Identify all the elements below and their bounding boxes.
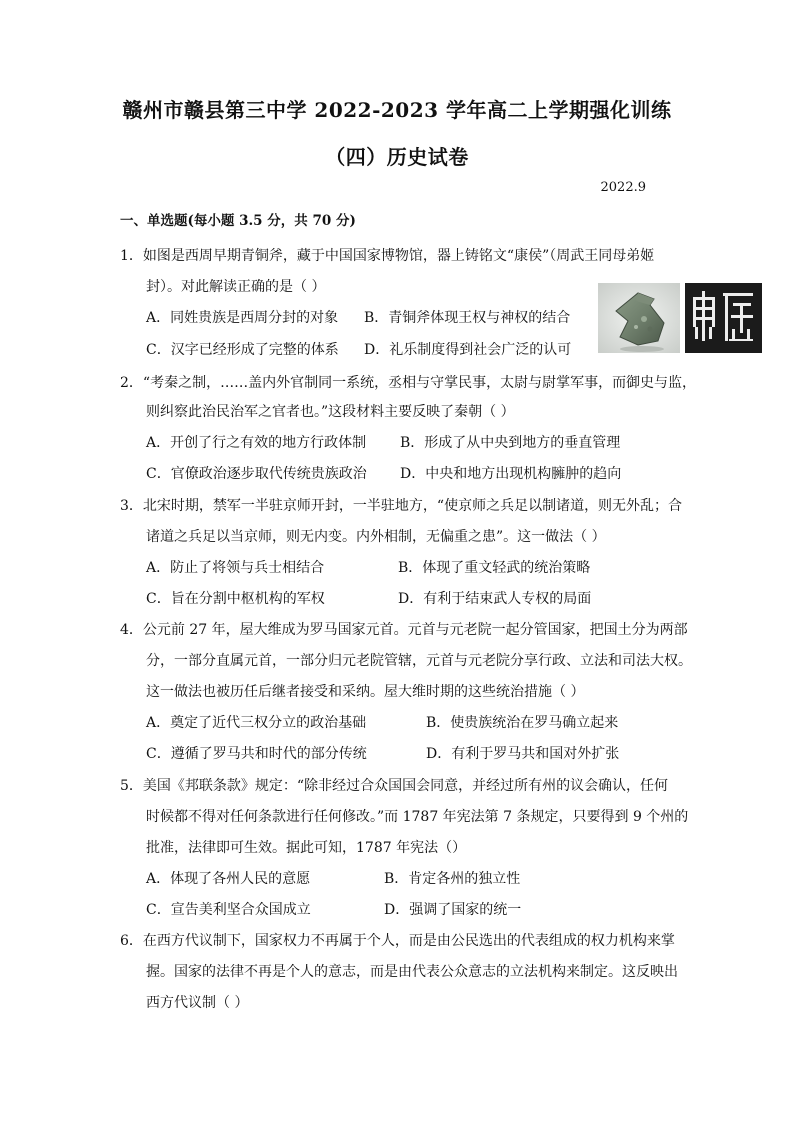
q3-stem-line1: 3．北宋时期，禁军一半驻京师开封，一半驻地方，“使京师之兵足以制诸道，则无外乱；合: [120, 498, 683, 514]
q5-stem-line1: 5．美国《邦联条款》规定：“除非经过合众国国会同意，并经过所有州的议会确认，任何: [120, 778, 669, 794]
q3-option-d: D．有利于结束武人专权的局面: [398, 591, 592, 607]
bronze-axe-photo: [598, 283, 680, 353]
exam-title-line1: 赣州市赣县第三中学 2022-2023 学年高二上学期强化训练: [122, 98, 672, 122]
section-heading: 一、单选题(每小题 3.5 分，共 70 分): [120, 213, 356, 229]
q1-stem-line1: 1．如图是西周早期青铜斧，藏于中国国家博物馆，器上铸铭文“康侯”（周武王同母弟姬: [120, 248, 655, 264]
q2-option-b: B．形成了从中央到地方的垂直管理: [400, 435, 621, 451]
exam-title-line2: （四）历史试卷: [325, 145, 469, 169]
q1-option-c: C．汉字已经形成了完整的体系: [146, 342, 339, 358]
q4-stem-line3: 这一做法也被历任后继者接受和采纳。屋大维时期的这些统治措施（ ）: [146, 684, 585, 700]
q5-option-c: C．宣告美利坚合众国成立: [146, 902, 311, 918]
q2-option-c: C．官僚政治逐步取代传统贵族政治: [146, 466, 367, 482]
q5-option-d: D．强调了国家的统一: [384, 902, 522, 918]
q3-option-c: C．旨在分割中枢机构的军权: [146, 591, 325, 607]
q4-option-b: B．使贵族统治在罗马确立起来: [426, 715, 619, 731]
q3-option-a: A．防止了将领与兵士相结合: [146, 560, 325, 576]
q4-option-c: C．遵循了罗马共和时代的部分传统: [146, 746, 367, 762]
q4-stem-line2: 分，一部分直属元首，一部分归元老院管辖，元首与元老院分享行政、立法和司法大权。: [146, 653, 692, 669]
q1-figures: [598, 283, 762, 353]
q6-stem-line1: 6．在西方代议制下，国家权力不再属于个人，而是由公民选出的代表组成的权力机构来掌: [120, 933, 675, 949]
exam-date: 2022.9: [600, 180, 646, 195]
q6-stem-line2: 握。国家的法律不再是个人的意志，而是由代表公众意志的立法机构来制定。这反映出: [146, 964, 678, 980]
q4-option-a: A．奠定了近代三权分立的政治基础: [146, 715, 367, 731]
q2-option-d: D．中央和地方出现机构臃肿的趋向: [400, 466, 622, 482]
q5-option-b: B．肯定各州的独立性: [384, 871, 521, 887]
q5-option-a: A．体现了各州人民的意愿: [146, 871, 311, 887]
q1-option-a: A．同姓贵族是西周分封的对象: [146, 310, 339, 326]
q3-stem-line2: 诸道之兵足以当京师，则无内变。内外相制，无偏重之患”。这一做法（ ）: [146, 529, 606, 545]
q2-option-a: A．开创了行之有效的地方行政体制: [146, 435, 367, 451]
inscription-rubbing: [685, 283, 762, 353]
q1-option-b: B．青铜斧体现王权与神权的结合: [364, 310, 571, 326]
q5-stem-line3: 批准，法律即可生效。据此可知，1787 年宪法（）: [146, 840, 467, 856]
q2-stem-line2: 则纠察此治民治军之官者也。”这段材料主要反映了秦朝（ ）: [146, 404, 515, 420]
q5-stem-line2: 时候都不得对任何条款进行任何修改。”而 1787 年宪法第 7 条规定，只要得到 9 个州的: [146, 809, 689, 825]
q1-stem-line2: 封）。对此解读正确的是（ ）: [146, 279, 326, 295]
q4-stem-line1: 4．公元前 27 年，屋大维成为罗马国家元首。元首与元老院一起分管国家，把国土分为两部: [120, 622, 688, 638]
q4-option-d: D．有利于罗马共和国对外扩张: [426, 746, 620, 762]
q6-stem-line3: 西方代议制（ ）: [146, 995, 249, 1011]
q2-stem-line1: 2．“考秦之制，……盖内外官制同一系统，丞相与守掌民事，太尉与尉掌军事，而御史与监，: [120, 375, 697, 391]
q3-option-b: B．体现了重文轻武的统治策略: [398, 560, 591, 576]
q1-option-d: D．礼乐制度得到社会广泛的认可: [364, 342, 572, 358]
